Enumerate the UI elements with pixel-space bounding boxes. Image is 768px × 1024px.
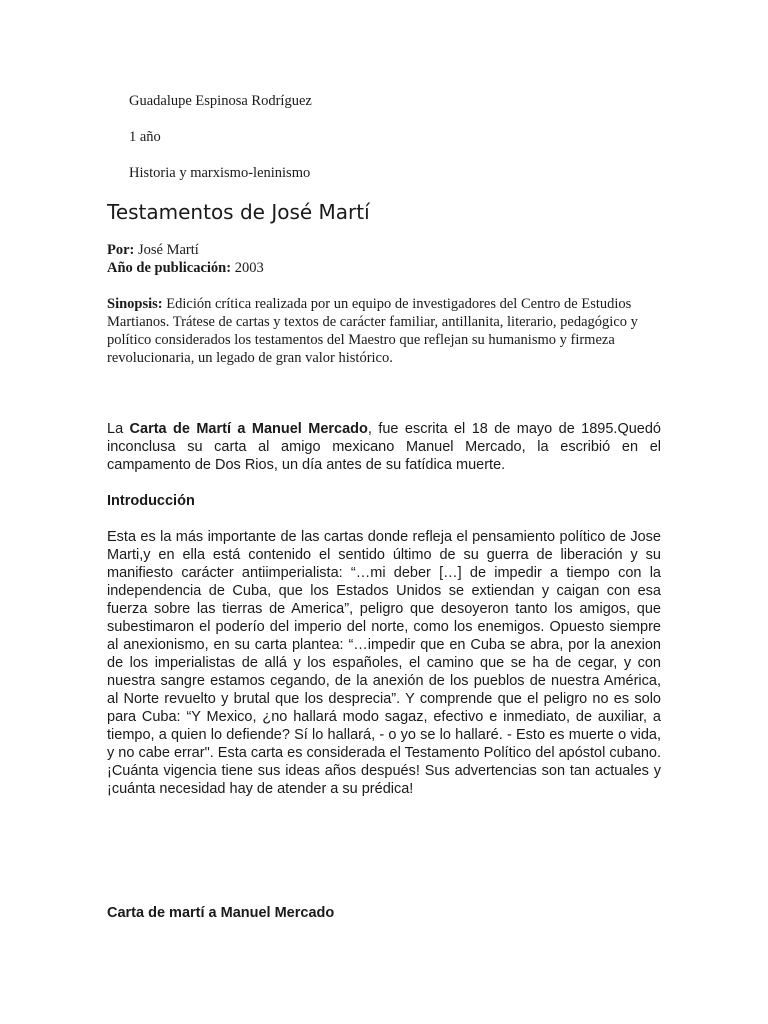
author-label: Por: [107, 242, 135, 258]
publication-year-label: Año de publicación: [107, 260, 232, 276]
year-level: 1 año [129, 129, 161, 145]
synopsis-text: Edición crítica realizada por un equipo de investigadores del Centro de Estudios Martianos. Trátese de cartas y textos de carácter familiar, antillanita, literario, pedagógico y político considerados los testamentos del Maestro que reflejan su humanismo y firmeza revolucionaria, un legado de gran valor histórico. [107, 296, 638, 366]
introduction-body: Esta es la más importante de las cartas donde refleja el pensamiento político de Jose Marti,y en ella está contenido el sentido último de su guerra de liberación y su manifiesto carácter antiimperialista: “…mi deber […] de impedir a tiempo con la independencia de Cuba, que los Estados Unidos se extiendan y caigan con esa fuerza sobre las tierras de America”, peligro que desoyeron tanto los amigos, que subestimaron el poderío del imperio del norte, como los enemigos. Opuesto siempre al anexionismo, en su carta plantea: “…impedir que en Cuba se abra, por la anexion de los imperialistas de allá y los españoles, el camino que se ha de cegar, y con nuestra sangre estamos cegando, de la anexión de los pueblos de nuestra América, al Norte revuelto y brutal que los desprecia”. Y comprende que el peligro no es solo para Cuba: “Y Mexico, ¿no hallará modo sagaz, efectivo e inmediato, de auxiliar, a tiempo, a quien lo defiende? Sí lo hallará, - o yo se lo hallaré. - Esto es muerte o vida, y no cabe errar". Esta carta es considerada el Testamento Político del apóstol cubano. ¡Cuánta vigencia tiene sus ideas años después! Sus advertencias son tan actuales y ¡cuánta necesidad hay de atender a su prédica! [107, 529, 661, 797]
introduction-heading: Introducción [107, 493, 195, 509]
student-name: Guadalupe Espinosa Rodríguez [129, 93, 312, 109]
synopsis-label: Sinopsis: [107, 296, 163, 312]
subject-line: Historia y marxismo-leninismo [129, 165, 311, 181]
letter-intro-paragraph: La Carta de Martí a Manuel Mercado, fue escrita el 18 de mayo de 1895.Quedó inconclusa su carta al amigo mexicano Manuel Mercado, la escribió en el campamento de Dos Rios, un día antes de su fatídica muerte. [107, 421, 661, 473]
author-line [107, 241, 661, 259]
author-value: José Martí [134, 242, 199, 258]
publication-year-line [107, 259, 661, 277]
letter-heading: Carta de martí a Manuel Mercado [107, 905, 335, 921]
letter-title-inline: Carta de Martí a Manuel Mercado [129, 421, 368, 437]
book-title: Testamentos de José Martí [107, 200, 370, 224]
synopsis-paragraph [107, 295, 661, 367]
publication-year-value: 2003 [231, 260, 264, 276]
